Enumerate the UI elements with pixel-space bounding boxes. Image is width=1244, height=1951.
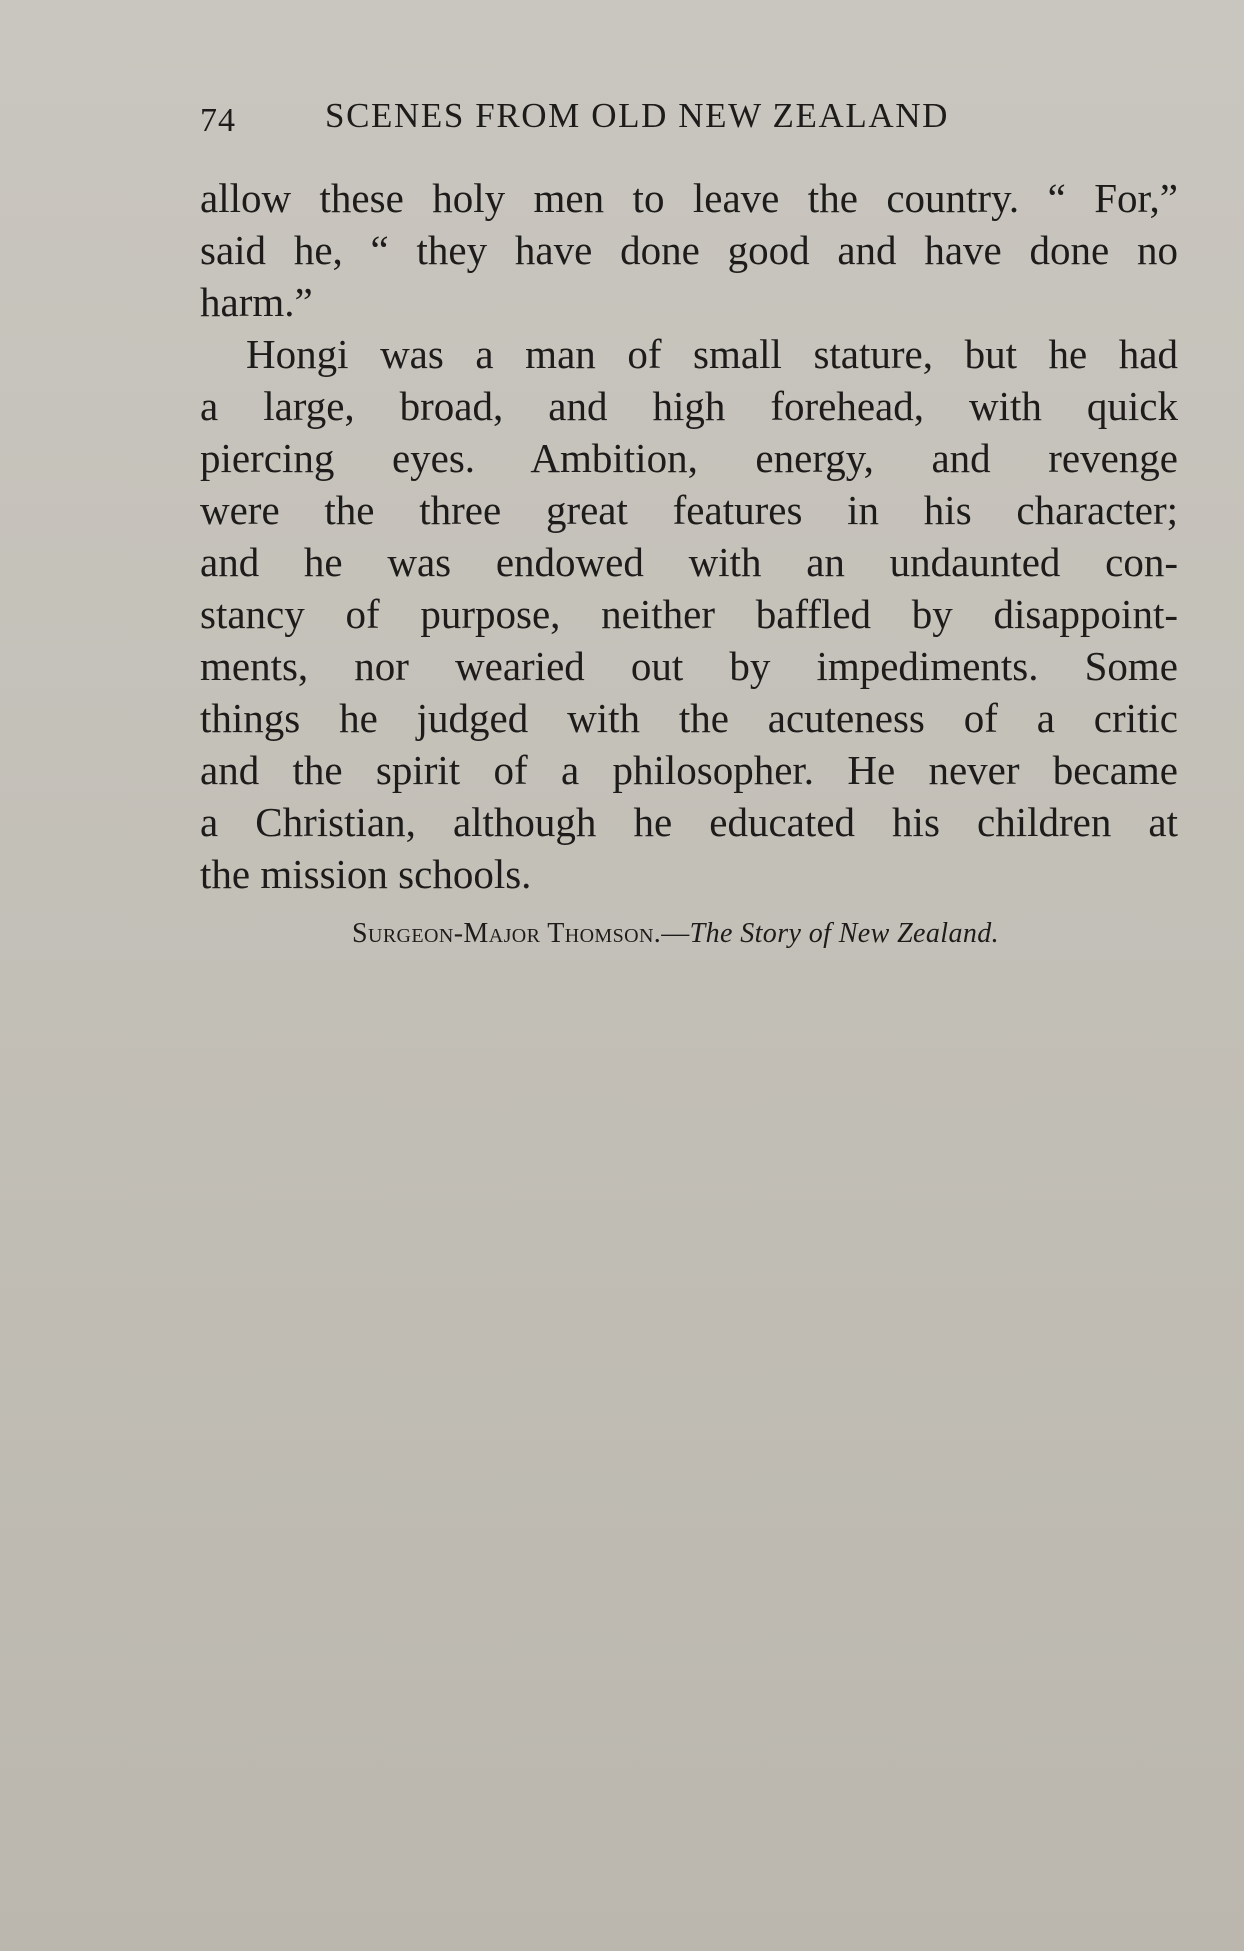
attribution-author: Surgeon-Major Thomson. [352, 918, 662, 949]
running-head [200, 96, 1060, 146]
text-line: the mission schools. [200, 851, 532, 897]
text-line: stancy of purpose, neither baffled by disappoint- [200, 591, 1178, 637]
text-line: ments, nor wearied out by impediments. Some [200, 643, 1178, 689]
text-line: a Christian, although he educated his children at [200, 799, 1178, 845]
attribution-work: The Story of New Zealand. [689, 918, 1000, 949]
text-line: piercing eyes. Ambition, energy, and revenge [200, 435, 1178, 481]
text-line: were the three great features in his character; [200, 487, 1178, 533]
text-line: said he, “ they have done good and have done no [200, 227, 1178, 273]
text-line: Hongi was a man of small stature, but he had [246, 331, 1178, 377]
page-number: 74 [200, 102, 236, 139]
text-line: things he judged with the acuteness of a critic [200, 695, 1178, 741]
text-line: and he was endowed with an undaunted con- [200, 539, 1178, 585]
body-text [200, 172, 1178, 900]
attribution-dash: — [661, 918, 690, 949]
text-line: a large, broad, and high forehead, with quick [200, 383, 1178, 429]
text-line: and the spirit of a philosopher. He never became [200, 747, 1178, 793]
source-attribution [352, 918, 999, 950]
text-line: allow these holy men to leave the country. “ For,” [200, 175, 1178, 221]
text-line: harm.” [200, 279, 313, 325]
running-title: SCENES FROM OLD NEW ZEALAND [325, 96, 949, 135]
